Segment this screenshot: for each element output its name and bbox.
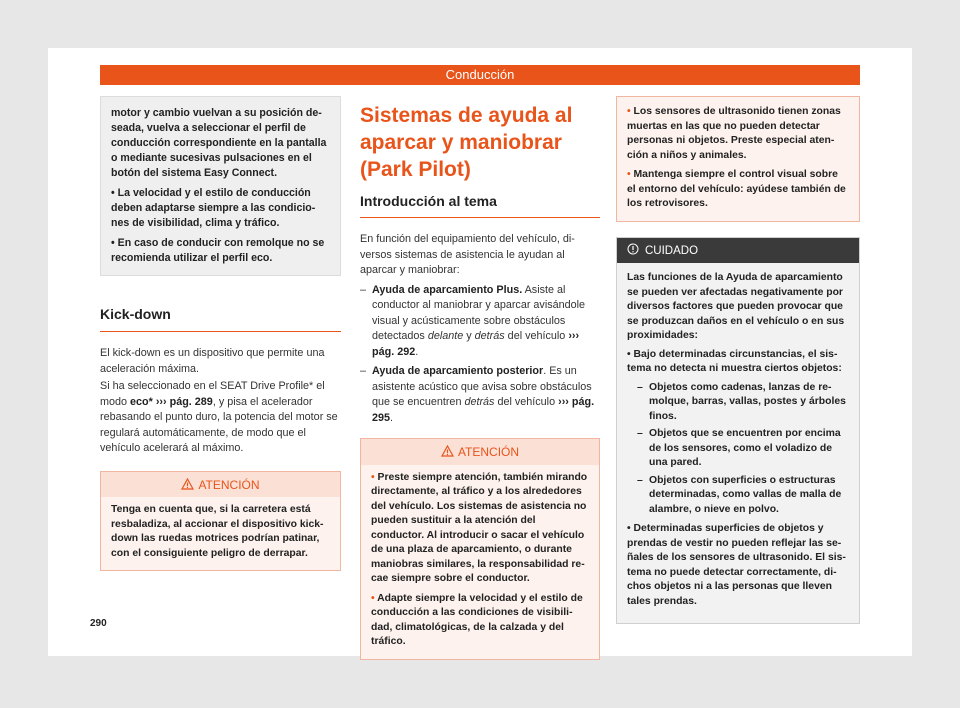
page-reference-link[interactable]: ››› pág. 292 (372, 330, 580, 358)
page-reference-link[interactable]: eco* ››› pág. 289 (130, 395, 213, 408)
caution-box (616, 237, 860, 625)
paragraph: Si ha seleccionado en el SEAT Drive Profile* el modo eco* ››› pág. 289, y pisa el acelerador rebasando el punto duro, la potencia del motor se regulará automáticamente, de modo que el vehículo acelerará al máximo. (100, 380, 338, 454)
bullet-icon: • (111, 237, 115, 249)
warning-header (101, 472, 340, 498)
warning-title: ATENCIÓN (457, 445, 520, 459)
caution-body (617, 263, 859, 623)
warning-text: Tenga en cuenta que, si la carretera está resbaladiza, al accionar el dispositivo kick-down las ruedas motrices podrían patinar, con el consiguiente peligro de derrapar. (111, 504, 324, 559)
warning-body (101, 497, 340, 570)
bullet-icon: • (627, 106, 631, 117)
intro-text (360, 232, 600, 426)
intro-box-item: • En caso de conducir con remolque no se recomienda utilizar el perfil eco. (111, 237, 325, 264)
warning-triangle-icon (181, 478, 194, 490)
kickdown-text (100, 346, 341, 457)
bullet-icon: • (627, 348, 631, 360)
section-subtitle: Introducción al tema (360, 193, 600, 218)
caution-subitem: – Objetos que se encuentren por encima de los sensores, como el voladizo de una pared. (637, 427, 849, 471)
warning-header (361, 439, 599, 465)
warning-item: • Los sensores de ultrasonido tienen zonas muertas en las que no pueden detectar personas ni objetos. Preste especial atención a niños y animales. (627, 106, 841, 161)
page-title: Sistemas de ayuda al aparcar y maniobrar (Park Pilot) (360, 104, 573, 181)
warning-item: • Adapte siempre la velocidad y el estilo de conducción a las condiciones de visibilidad, climatológicas, de la calzada y del tráfico. (371, 592, 583, 647)
caution-item: • Bajo determinadas circunstancias, el sistema no detecta ni muestra ciertos objetos: (627, 348, 842, 374)
column-middle (360, 96, 600, 660)
warning-item: • Preste siempre atención, también mirando directamente, al tráfico y a los alrededores del vehículo. Los sistemas de asistencia no pueden sustituir a la atención del conductor. Al introducir o sacar el vehículo de una plaza de aparcamiento, o durante maniobras similares, la responsabilidad recae siempre sobre el conductor. (371, 471, 588, 584)
caution-title: CUIDADO (645, 244, 699, 257)
bullet-icon: • (371, 592, 375, 604)
section-title-kickdown: Kick-down (100, 306, 341, 332)
caution-subitem: – Objetos como cadenas, lanzas de remolque, barras, vallas, postes y árboles finos. (637, 381, 849, 425)
bullet-icon: • (111, 187, 115, 199)
page-number: 290 (90, 618, 107, 629)
dash-icon: – (637, 474, 643, 486)
column-left (100, 96, 341, 571)
column-right (616, 96, 860, 624)
list-item: – Ayuda de aparcamiento Plus. Asiste al conductor al maniobrar y aparcar avisándole visual y acústicamente sobre obstáculos detectados delante y detrás del vehículo ››› pág. 292. (360, 283, 600, 361)
warning-box-continued (616, 96, 860, 222)
paragraph: El kick-down es un dispositivo que permite una aceleración máxima. (100, 347, 325, 375)
warning-body (361, 465, 599, 659)
list-item: – Ayuda de aparcamiento posterior. Es un asistente acústico que avisa sobre obstáculos que se encuentren detrás del vehículo ››› pág. 295. (360, 364, 600, 426)
warning-title: ATENCIÓN (198, 477, 260, 492)
info-circle-icon (627, 243, 639, 255)
caution-header (617, 238, 859, 264)
intro-box-text: motor y cambio vuelvan a su posición deseada, vuelva a seleccionar el perfil de conducción correspondiente en la pantalla o mediante sucesivas pulsaciones en el botón del sistema Easy Connect. (111, 107, 327, 179)
dash-icon: – (637, 428, 643, 439)
warning-body (617, 97, 859, 221)
dash-icon: – (360, 365, 367, 377)
dash-icon: – (360, 283, 367, 296)
caution-item: • Determinadas superficies de objetos y prendas de vestir no pueden reflejar las señales de los sensores de ultrasonido. El sistema no puede detectar correctamente, dichos objetos ni a las personas que lleven tales prendas. (627, 523, 846, 607)
paragraph: En función del equipamiento del vehículo, diversos sistemas de asistencia le ayudan al aparcar y maniobrar: (360, 233, 575, 276)
page-reference-link[interactable]: ››› pág. 295 (372, 396, 595, 424)
bullet-icon: • (371, 471, 375, 483)
warning-box-parking (360, 438, 600, 660)
caution-subitem: – Objetos con superficies o estructuras determinadas, como vallas de malla de alambre, o nieve en polvo. (637, 474, 849, 518)
caution-intro: Las funciones de la Ayuda de aparcamiento se pueden ver afectadas negativamente por diversos factores que pueden provocar que se produzcan daños en el vehículo o en sus proximidades: (627, 272, 845, 341)
dash-icon: – (637, 381, 643, 393)
warning-triangle-icon (441, 445, 454, 457)
warning-item: • Mantenga siempre el control visual sobre el entorno del vehículo: ayúdese también de los retrovisores. (627, 169, 846, 209)
bullet-icon: • (627, 523, 631, 534)
intro-box (100, 96, 341, 276)
chapter-header: Conducción (100, 65, 860, 85)
bullet-icon: • (627, 169, 631, 180)
warning-box-kickdown (100, 471, 341, 572)
intro-box-item: • La velocidad y el estilo de conducción deben adaptarse siempre a las condiciones de visibilidad, clima y tráfico. (111, 187, 316, 229)
